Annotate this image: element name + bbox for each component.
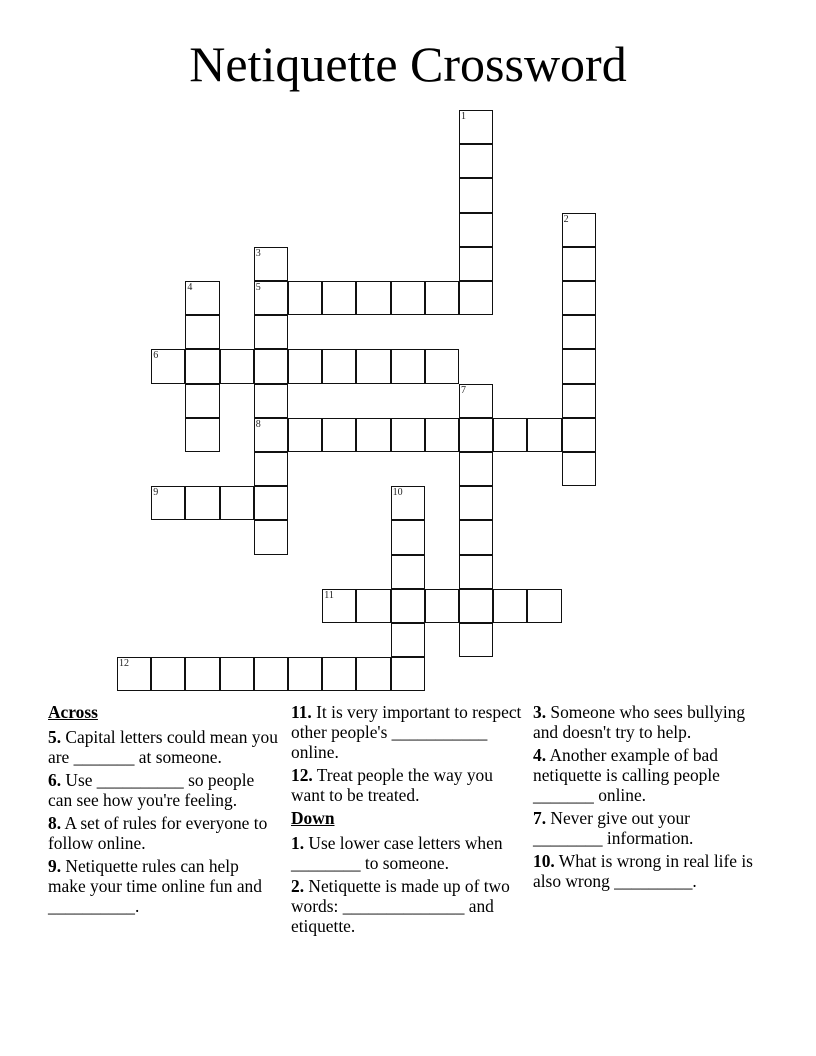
crossword-cell[interactable] — [254, 349, 288, 383]
crossword-cell[interactable] — [459, 623, 493, 657]
crossword-cell[interactable] — [254, 384, 288, 418]
crossword-cell[interactable] — [356, 589, 390, 623]
clue-number: 6. — [48, 770, 62, 790]
clue-across-11 — [291, 702, 531, 762]
crossword-cell[interactable] — [288, 418, 322, 452]
clue-number-label: 4 — [187, 282, 193, 293]
clue-number-label: 8 — [255, 418, 261, 430]
crossword-cell[interactable] — [220, 657, 254, 691]
crossword-cell[interactable] — [185, 315, 219, 349]
clue-number-label: 2 — [563, 213, 569, 225]
crossword-cell[interactable] — [322, 657, 356, 691]
clue-text: What is wrong in real life is also wrong _________. — [533, 851, 753, 891]
clue-text: Netiquette is made up of two words: ______________ and etiquette. — [291, 876, 510, 936]
clue-text: Netiquette rules can help make your time online fun and __________. — [48, 856, 262, 916]
clue-number-label: 11 — [324, 589, 334, 601]
crossword-cell[interactable] — [185, 418, 219, 452]
crossword-cell[interactable] — [254, 315, 288, 349]
crossword-cell[interactable] — [322, 418, 356, 452]
crossword-cell[interactable] — [288, 657, 322, 691]
clue-number: 3. — [533, 702, 547, 722]
clue-across-8 — [48, 813, 280, 853]
crossword-cell[interactable] — [254, 247, 288, 281]
crossword-cell[interactable] — [459, 247, 493, 281]
crossword-cell[interactable] — [356, 657, 390, 691]
crossword-cell[interactable] — [391, 520, 425, 554]
crossword-cell[interactable] — [459, 589, 493, 623]
crossword-cell[interactable] — [562, 247, 596, 281]
clue-number-label: 12 — [119, 658, 129, 670]
crossword-cell[interactable] — [459, 486, 493, 520]
crossword-cell[interactable] — [459, 178, 493, 212]
clue-across-9 — [48, 856, 280, 916]
crossword-cell[interactable] — [356, 281, 390, 315]
clue-text: It is very important to respect other people's ___________ online. — [291, 702, 522, 762]
crossword-cell[interactable] — [459, 144, 493, 178]
crossword-cell[interactable] — [185, 384, 219, 418]
crossword-cell[interactable] — [391, 623, 425, 657]
crossword-cell[interactable] — [254, 657, 288, 691]
crossword-cell[interactable] — [356, 418, 390, 452]
crossword-cell[interactable] — [185, 281, 219, 315]
clue-number: 4. — [533, 745, 547, 765]
crossword-cell[interactable] — [220, 349, 254, 383]
crossword-cell[interactable] — [185, 486, 219, 520]
clue-down-10 — [533, 851, 763, 891]
crossword-cell[interactable] — [425, 418, 459, 452]
clue-down-4 — [533, 745, 763, 805]
crossword-cell[interactable] — [459, 213, 493, 247]
crossword-cell[interactable] — [459, 452, 493, 486]
crossword-cell[interactable] — [562, 349, 596, 383]
clue-number-label: 7 — [461, 384, 466, 396]
clue-number: 7. — [533, 808, 547, 828]
crossword-cell[interactable] — [356, 349, 390, 383]
clue-down-7 — [533, 808, 763, 848]
crossword-cell[interactable] — [254, 520, 288, 554]
clue-number-label: 3 — [255, 247, 261, 259]
clue-across-5 — [48, 727, 280, 767]
crossword-cell[interactable] — [493, 589, 527, 623]
crossword-cell[interactable] — [151, 657, 185, 691]
crossword-cell[interactable] — [459, 110, 493, 144]
crossword-cell[interactable] — [151, 349, 185, 383]
clues-column-3 — [533, 702, 763, 894]
crossword-cell[interactable] — [288, 349, 322, 383]
crossword-cell[interactable] — [322, 349, 356, 383]
crossword-cell[interactable] — [391, 555, 425, 589]
clue-number: 5. — [48, 727, 62, 747]
clue-down-2 — [291, 876, 531, 936]
crossword-cell[interactable] — [562, 281, 596, 315]
clue-number: 9. — [48, 856, 62, 876]
crossword-cell[interactable] — [391, 657, 425, 691]
crossword-cell[interactable] — [288, 281, 322, 315]
clue-number: 10. — [533, 851, 555, 871]
clue-number-label: 6 — [153, 350, 159, 362]
crossword-cell[interactable] — [254, 281, 288, 315]
crossword-cell[interactable] — [562, 213, 596, 247]
clue-number: 12. — [291, 765, 313, 785]
clue-text: Treat people the way you want to be treated. — [291, 765, 493, 805]
crossword-cell[interactable] — [220, 486, 254, 520]
crossword-cell[interactable] — [185, 657, 219, 691]
clue-text: Never give out your ________ information. — [533, 808, 694, 848]
down-heading: Down — [291, 808, 335, 828]
clue-text: Another example of bad netiquette is calling people _______ online. — [533, 745, 720, 805]
clue-number: 1. — [291, 833, 305, 853]
crossword-cell[interactable] — [459, 418, 493, 452]
crossword-cell[interactable] — [322, 589, 356, 623]
crossword-cell[interactable] — [459, 281, 493, 315]
crossword-cell[interactable] — [254, 452, 288, 486]
clue-text: Use lower case letters when ________ to someone. — [291, 833, 503, 873]
crossword-cell[interactable] — [425, 281, 459, 315]
crossword-cell[interactable] — [391, 281, 425, 315]
crossword-cell[interactable] — [254, 418, 288, 452]
crossword-cell[interactable] — [391, 349, 425, 383]
crossword-cell[interactable] — [493, 418, 527, 452]
crossword-cell[interactable] — [391, 418, 425, 452]
crossword-cell[interactable] — [562, 315, 596, 349]
crossword-cell[interactable] — [185, 349, 219, 383]
crossword-cell[interactable] — [527, 418, 561, 452]
crossword-cell[interactable] — [151, 486, 185, 520]
crossword-cell[interactable] — [562, 384, 596, 418]
clue-number: 8. — [48, 813, 62, 833]
crossword-cell[interactable] — [117, 657, 151, 691]
crossword-cell[interactable] — [562, 452, 596, 486]
page-title: Netiquette Crossword — [189, 36, 627, 92]
crossword-cell[interactable] — [459, 384, 493, 418]
clue-number-label: 9 — [153, 487, 159, 499]
clues-column-2 — [291, 702, 531, 939]
crossword-cell[interactable] — [562, 418, 596, 452]
crossword-cell[interactable] — [527, 589, 561, 623]
clues-column-1 — [48, 702, 280, 919]
crossword-cell[interactable] — [425, 349, 459, 383]
clue-text: A set of rules for everyone to follow online. — [48, 813, 268, 853]
crossword-cell[interactable] — [391, 589, 425, 623]
clue-across-12 — [291, 765, 531, 805]
clue-number-label: 1 — [461, 111, 466, 122]
crossword-cell[interactable] — [322, 281, 356, 315]
clue-number-label: 5 — [255, 282, 261, 293]
clue-number: 2. — [291, 876, 305, 896]
across-heading: Across — [48, 702, 98, 722]
crossword-cell[interactable] — [425, 589, 459, 623]
crossword-cell[interactable] — [459, 520, 493, 554]
clue-number-label: 10 — [392, 487, 403, 499]
crossword-cell[interactable] — [254, 486, 288, 520]
crossword-cell[interactable] — [391, 486, 425, 520]
crossword-cell[interactable] — [459, 555, 493, 589]
clue-text: Capital letters could mean you are _______ at someone. — [48, 727, 278, 767]
clue-text: Someone who sees bullying and doesn't try to help. — [533, 702, 746, 742]
clue-across-6 — [48, 770, 280, 810]
clue-down-3 — [533, 702, 763, 742]
clue-number: 11. — [291, 702, 312, 722]
clue-down-1 — [291, 833, 531, 873]
clue-text: Use __________ so people can see how you're feeling. — [48, 770, 255, 810]
